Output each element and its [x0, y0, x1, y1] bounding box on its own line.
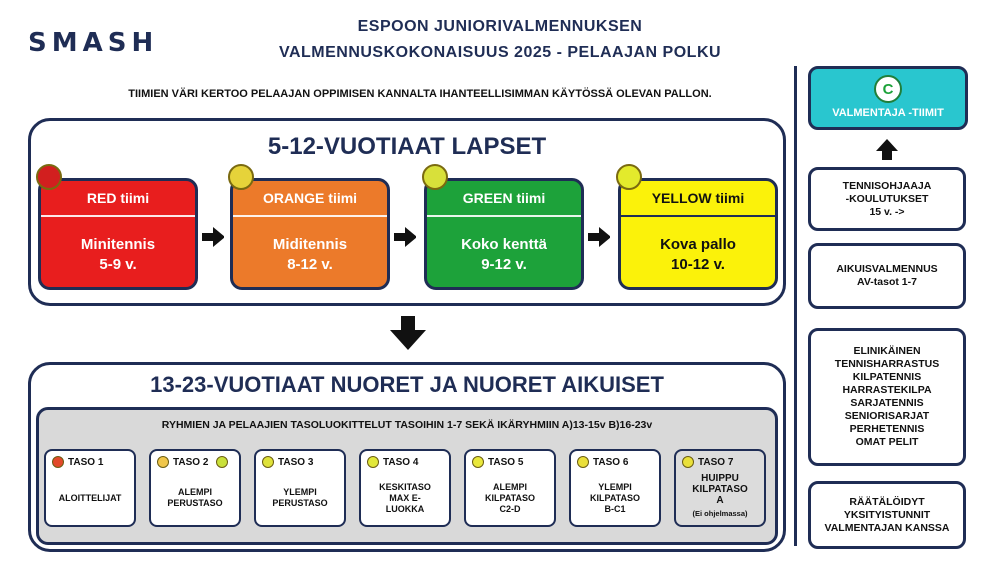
level-label: TASO 6: [593, 456, 629, 468]
level-card: [569, 449, 661, 527]
level-header: [466, 451, 554, 473]
sidebar-line: ELINIKÄINEN: [853, 345, 921, 357]
smash-logo: SMASH: [28, 28, 159, 58]
level-desc-line: PERUSTASO: [167, 498, 223, 508]
sidebar-line: SENIORISARJAT: [844, 410, 930, 422]
team-activity: Miditennis: [272, 236, 348, 253]
level-desc-line: MAX E-: [389, 492, 421, 503]
coach-ball-letter: C: [882, 80, 894, 98]
tennis-ball-icon: [36, 164, 62, 190]
level-desc-line: B-C1: [604, 503, 626, 514]
team-age: 10-12 v.: [671, 256, 725, 273]
team-body: [427, 217, 581, 290]
sidebar-line: -KOULUTUKSET: [845, 192, 929, 205]
level-label: TASO 2: [173, 456, 209, 468]
sidebar-line: TENNISOHJAAJA: [842, 179, 932, 192]
children-heading: 5-12-VUOTIAAT LAPSET: [267, 133, 547, 160]
up-arrow-icon: [874, 137, 900, 161]
level-desc-line: LUOKKA: [385, 503, 425, 514]
adult-coaching-box: [808, 243, 966, 309]
tennis-ball-icon: [577, 456, 589, 468]
level-card: [674, 449, 766, 527]
coach-ball-icon: [874, 75, 902, 103]
level-desc-line: ALEMPI: [177, 487, 212, 497]
team-card: [38, 178, 198, 290]
coach-team-label: VALMENTAJA -TIIMIT: [832, 107, 944, 119]
down-arrow-icon: [388, 316, 428, 352]
level-label: TASO 4: [383, 456, 419, 468]
level-desc-line: KILPATASO: [692, 484, 748, 495]
level-description: [256, 473, 344, 523]
level-note: (Ei ohjelmassa): [692, 509, 748, 518]
team-name: RED tiimi: [41, 181, 195, 217]
subtitle: TIIMIEN VÄRI KERTOO PELAAJAN OPPIMISEN KANNALTA IHANTEELLISIMMAN KÄYTÖSSÄ OLEVAN PALLON.: [128, 88, 712, 100]
tennis-ball-icon: [472, 456, 484, 468]
page-title-line2: VALMENNUSKOKONAISUUS 2025 - PELAAJAN POLKU: [278, 44, 722, 61]
tennis-ball-icon: [157, 456, 169, 468]
youth-heading: 13-23-VUOTIAAT NUORET JA NUORET AIKUISET: [150, 372, 664, 397]
team-name: YELLOW tiimi: [621, 181, 775, 217]
level-description: [466, 473, 554, 523]
sidebar-line: AV-tasot 1-7: [857, 276, 917, 288]
tennis-ball-icon: [262, 456, 274, 468]
right-arrow-icon: [202, 226, 224, 248]
level-label: TASO 1: [68, 456, 104, 468]
level-card: [359, 449, 451, 527]
tennis-ball-icon: [422, 164, 448, 190]
private-lessons-box: [808, 481, 966, 549]
level-description: [151, 473, 239, 523]
level-description: [46, 473, 134, 523]
level-desc-line: YLEMPI: [283, 487, 317, 497]
level-desc-line: HUIPPU: [701, 473, 739, 484]
team-name: ORANGE tiimi: [233, 181, 387, 217]
sidebar-line: RÄÄTÄLÖIDYT: [849, 495, 925, 508]
sidebar-line: KILPATENNIS: [852, 371, 922, 383]
level-desc-line: PERUSTASO: [272, 498, 328, 508]
level-desc-line: ALOITTELIJAT: [58, 492, 122, 503]
level-card: [254, 449, 346, 527]
level-description: [361, 473, 449, 523]
team-age: 5-9 v.: [99, 256, 137, 273]
sidebar-line: OMAT PELIT: [855, 436, 919, 448]
level-desc-line: A: [716, 495, 724, 506]
team-card: [618, 178, 778, 290]
tennis-ball-icon: [616, 164, 642, 190]
level-desc-line: KILPATASO: [590, 492, 640, 503]
sidebar-line: SARJATENNIS: [850, 397, 924, 409]
level-header: [46, 451, 134, 473]
lifelong-tennis-box: [808, 328, 966, 466]
instructor-training-box: [808, 167, 966, 231]
team-body: [621, 217, 775, 290]
team-body: [41, 217, 195, 290]
level-header: [361, 451, 449, 473]
sidebar-line: VALMENTAJAN KANSSA: [824, 521, 950, 534]
sidebar-line: HARRASTEKILPA: [842, 384, 932, 396]
tennis-ball-icon: [682, 456, 694, 468]
levels-caption: RYHMIEN JA PELAAJIEN TASOLUOKITTELUT TASOIHIN 1-7 SEKÄ IKÄRYHMIIN A)13-15v B)16-23v: [161, 419, 653, 431]
coach-team-box: [808, 66, 968, 130]
level-description: [571, 473, 659, 523]
team-age: 9-12 v.: [481, 256, 527, 273]
level-description: [676, 473, 764, 523]
team-card: [230, 178, 390, 290]
level-desc-line: KESKITASO: [379, 481, 431, 492]
right-arrow-icon: [588, 226, 610, 248]
team-name: GREEN tiimi: [427, 181, 581, 217]
level-header: [571, 451, 659, 473]
level-desc-line: KILPATASO: [485, 492, 535, 503]
tennis-ball-icon: [367, 456, 379, 468]
sidebar-line: YKSITYISTUNNIT: [843, 508, 931, 521]
level-card: [149, 449, 241, 527]
team-activity: Minitennis: [80, 236, 156, 253]
sidebar-line: AIKUISVALMENNUS: [836, 263, 938, 275]
sidebar-line: TENNISHARRASTUS: [834, 358, 940, 370]
level-header: [256, 451, 344, 473]
tennis-ball-icon: [52, 456, 64, 468]
level-label: TASO 5: [488, 456, 524, 468]
level-header: [151, 451, 239, 473]
level-desc-line: ALEMPI: [492, 481, 527, 492]
level-desc-line: C2-D: [499, 503, 521, 514]
level-card: [44, 449, 136, 527]
page-title-line1: ESPOON JUNIORIVALMENNUKSEN: [357, 18, 643, 35]
level-label: TASO 3: [278, 456, 314, 468]
team-card: [424, 178, 584, 290]
sidebar-line: 15 v. ->: [869, 205, 905, 218]
tennis-ball-icon: [216, 456, 228, 468]
team-age: 8-12 v.: [287, 256, 333, 273]
level-header: [676, 451, 764, 473]
team-activity: Koko kenttä: [461, 236, 547, 253]
level-card: [464, 449, 556, 527]
right-arrow-icon: [394, 226, 416, 248]
level-desc-line: YLEMPI: [598, 481, 632, 492]
sidebar-line: PERHETENNIS: [849, 423, 925, 435]
team-activity: Kova pallo: [660, 236, 736, 253]
team-body: [233, 217, 387, 290]
tennis-ball-icon: [228, 164, 254, 190]
vertical-divider: [794, 66, 797, 546]
level-label: TASO 7: [698, 456, 734, 468]
